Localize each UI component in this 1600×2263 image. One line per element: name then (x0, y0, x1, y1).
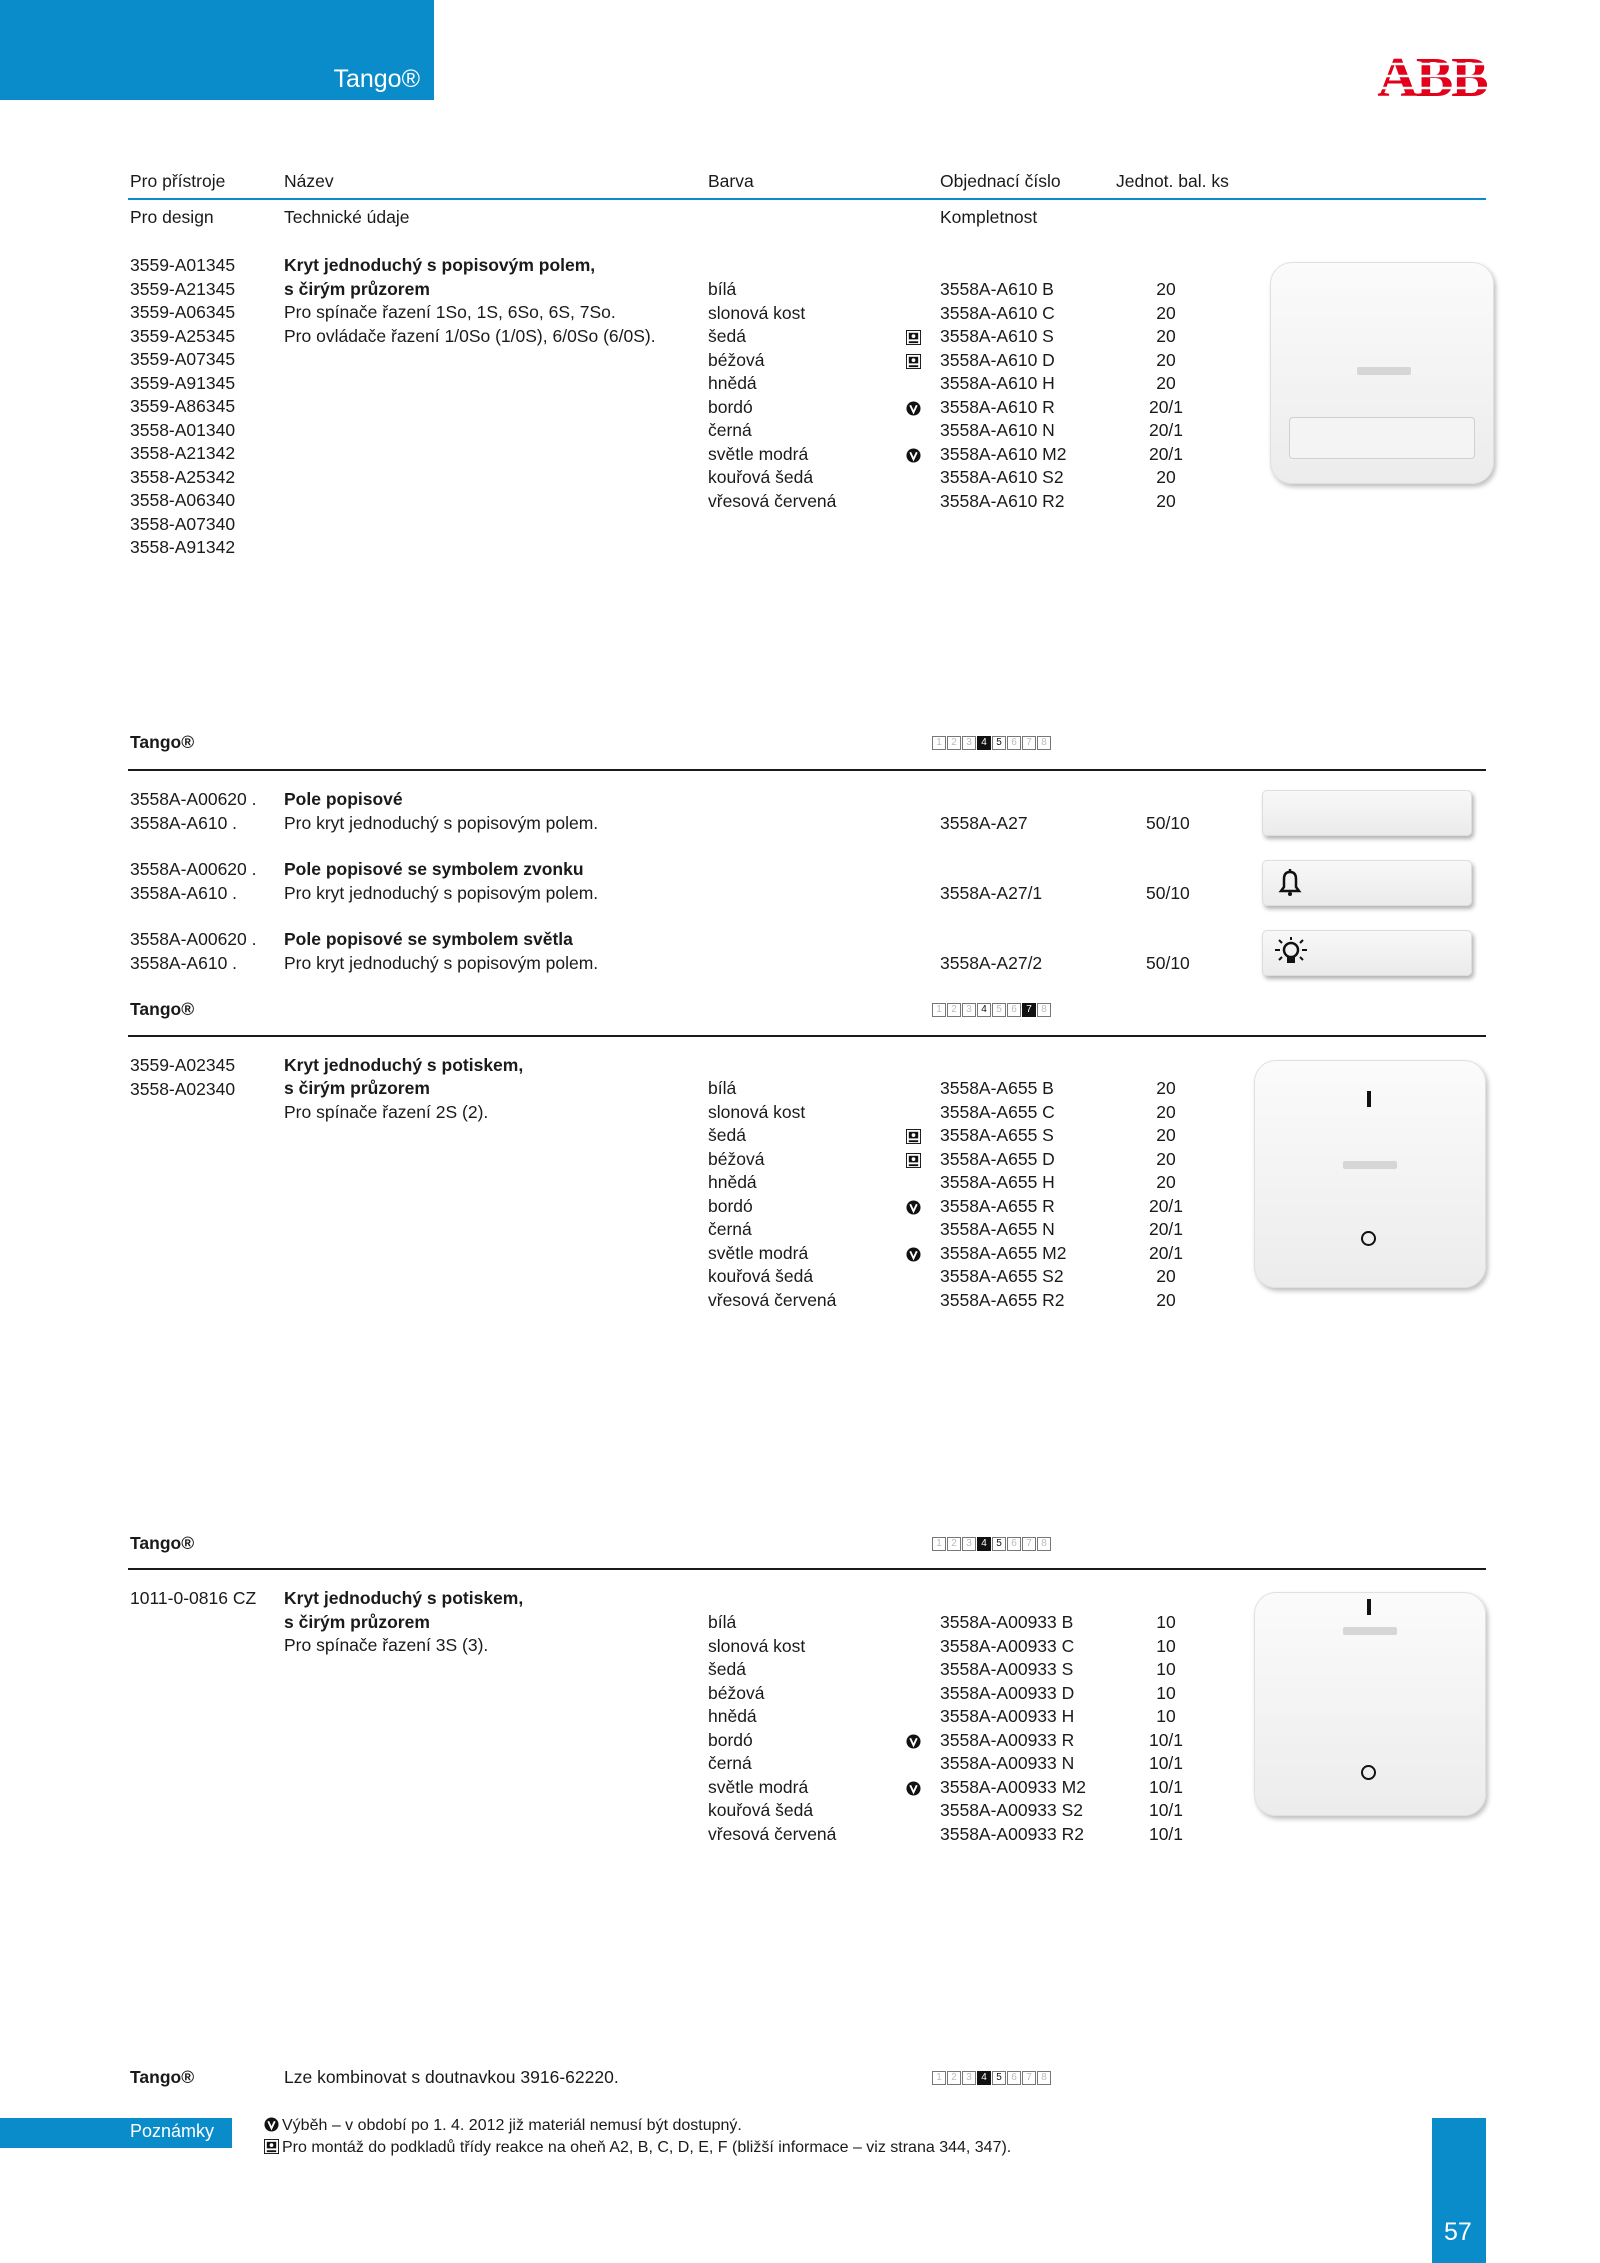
pack-qty: 10/1 (1148, 1753, 1184, 1773)
color-name: bílá (708, 279, 737, 299)
order-code: 3558A-A00933 R (940, 1729, 1075, 1750)
device-number: 3558-A25342 (130, 466, 236, 487)
order-code: 3558A-A610 S2 (940, 467, 1064, 487)
discontinued-icon (906, 1781, 921, 1796)
selector-cell: 3 (962, 1537, 976, 1551)
selector-cell: 3 (962, 736, 976, 750)
device-number: 3558A-A610 . (130, 812, 238, 833)
s3-tech: Pro spínače řazení 2S (2). (284, 1102, 489, 1122)
order-code: 3558A-A610 B (940, 279, 1054, 299)
selector-cell: 8 (1037, 1003, 1051, 1017)
color-name: béžová (708, 349, 765, 370)
selector-cell: 2 (947, 736, 961, 750)
order-code: 3558A-A00933 S (940, 1659, 1074, 1679)
color-name: vřesová červená (708, 1823, 837, 1844)
pack-qty: 20/1 (1148, 420, 1184, 440)
brand-tab (0, 0, 434, 100)
selector-cell: 2 (947, 1003, 961, 1017)
selector-cell: 6 (1007, 1537, 1021, 1551)
order-code: 3558A-A610 R2 (940, 490, 1065, 511)
order-code: 3558A-A27/2 (940, 952, 1043, 973)
selector-cell: 8 (1037, 2071, 1051, 2085)
order-code: 3558A-A00933 R2 (940, 1823, 1084, 1844)
device-number: 3559-A06345 (130, 302, 236, 322)
product-cover-label-field (1270, 262, 1494, 484)
selector-cell: 5 (992, 736, 1006, 750)
discontinued-marker (906, 1730, 924, 1754)
order-code: 3558A-A610 M2 (940, 443, 1067, 464)
order-code: 3558A-A655 N (940, 1219, 1055, 1239)
selector-cell: 7 (1022, 1003, 1036, 1017)
s1-tech: Pro spínače řazení 1So, 1S, 6So, 6S, 7So. (284, 302, 616, 322)
notes-label: Poznámky (130, 2121, 215, 2141)
discontinued-icon (906, 1734, 921, 1749)
color-name: vřesová červená (708, 490, 837, 511)
discontinued-icon (906, 401, 921, 416)
selector-cell: 1 (932, 1003, 946, 1017)
order-code: 3558A-A27 (940, 812, 1028, 833)
s3-title-2: s čirým průzorem (284, 1078, 430, 1098)
color-name: kouřová šedá (708, 467, 814, 487)
page-number-box (1432, 2118, 1486, 2263)
pack-qty: 20/1 (1148, 443, 1184, 464)
selector-cell: 4 (977, 736, 991, 750)
order-code: 3558A-A00933 B (940, 1612, 1074, 1632)
fire-class-marker (906, 350, 924, 374)
fire-class-marker (906, 326, 924, 350)
selector-cell: 1 (932, 2071, 946, 2085)
discontinued-icon (264, 2117, 279, 2132)
selector-cell: 2 (947, 1537, 961, 1551)
discontinued-icon (906, 448, 921, 463)
discontinued-marker (906, 1196, 924, 1220)
selector-cell: 5 (992, 1537, 1006, 1551)
order-code: 3558A-A610 C (940, 302, 1055, 323)
selector-cell: 6 (1007, 1003, 1021, 1017)
pack-qty: 10/1 (1148, 1729, 1184, 1750)
s4-footer-note: Lze kombinovat s doutnavkou 3916-62220. (284, 2067, 619, 2087)
color-name: kouřová šedá (708, 1800, 814, 1820)
selector-cell: 4 (977, 2071, 991, 2085)
col-complete: Kompletnost (940, 207, 1038, 227)
color-name: hnědá (708, 1172, 757, 1192)
order-code: 3558A-A610 N (940, 420, 1055, 440)
order-code: 3558A-A610 R (940, 396, 1055, 417)
color-name: hnědá (708, 1706, 757, 1726)
color-name: slonová kost (708, 1635, 806, 1656)
label-field-light (1262, 930, 1472, 976)
selector-cell: 5 (992, 1003, 1006, 1017)
selector-cell: 5 (992, 2071, 1006, 2085)
fire-class-marker (906, 1149, 924, 1173)
abb-logo (1376, 50, 1488, 102)
label-field-bell (1262, 860, 1472, 906)
s1-tech-2: Pro ovládače řazení 1/0So (1/0S), 6/0So (6/0S). (284, 326, 656, 346)
pack-qty: 10/1 (1148, 1776, 1184, 1797)
page-number: 57 (1444, 2218, 1472, 2246)
order-code: 3558A-A610 S (940, 326, 1054, 346)
pack-qty: 20 (1156, 279, 1176, 299)
selector-cell: 3 (962, 1003, 976, 1017)
item-title: Pole popisové (284, 789, 403, 809)
selector-grid (932, 2071, 1052, 2085)
pack-qty: 20 (1156, 1078, 1176, 1098)
pack-qty: 10 (1156, 1706, 1176, 1726)
s2-footer-brand: Tango® (130, 999, 195, 1019)
order-code: 3558A-A655 D (940, 1148, 1055, 1169)
pack-qty: 10 (1156, 1659, 1176, 1679)
order-code: 3558A-A00933 S2 (940, 1800, 1084, 1820)
device-number: 3558-A21342 (130, 443, 236, 463)
s4-title-2: s čirým průzorem (284, 1612, 430, 1632)
color-name: kouřová šedá (708, 1266, 814, 1286)
color-name: bordó (708, 396, 753, 417)
svg-text:ABB: ABB (1377, 50, 1487, 102)
order-code: 3558A-A00933 N (940, 1753, 1075, 1773)
device-number: 3558A-A610 . (130, 952, 238, 973)
order-code: 3558A-A00933 D (940, 1682, 1075, 1703)
color-name: bílá (708, 1612, 737, 1632)
selector-cell: 6 (1007, 2071, 1021, 2085)
color-name: bordó (708, 1195, 753, 1216)
pack-qty: 20 (1156, 302, 1176, 323)
s3-footer-brand: Tango® (130, 1533, 195, 1553)
selector-cell: 8 (1037, 736, 1051, 750)
color-name: světle modrá (708, 443, 809, 464)
pack-qty: 20 (1156, 373, 1176, 393)
col-name: Název (284, 171, 334, 191)
discontinued-marker (906, 1243, 924, 1267)
pack-qty: 10/1 (1148, 1800, 1184, 1820)
order-code: 3558A-A00933 H (940, 1706, 1075, 1726)
order-code: 3558A-A610 D (940, 349, 1055, 370)
device-number: 3559-A07345 (130, 349, 236, 369)
pack-qty: 20 (1156, 349, 1176, 370)
s4-tech: Pro spínače řazení 3S (3). (284, 1635, 489, 1655)
pack-qty: 20 (1156, 1289, 1176, 1310)
order-code: 3558A-A655 R (940, 1195, 1055, 1216)
pack-qty: 50/10 (1146, 952, 1190, 973)
pack-qty: 20/1 (1148, 396, 1184, 417)
color-name: světle modrá (708, 1776, 809, 1797)
discontinued-icon (906, 1247, 921, 1262)
device-number: 3558-A91342 (130, 537, 236, 557)
section-rule (128, 1035, 1486, 1037)
fire-class-icon (906, 1153, 921, 1168)
col-order: Objednací číslo (940, 171, 1061, 191)
color-name: šedá (708, 1659, 746, 1679)
header-rule (128, 198, 1486, 200)
item-tech: Pro kryt jednoduchý s popisovým polem. (284, 882, 599, 903)
pack-qty: 20/1 (1148, 1219, 1184, 1239)
color-name: bílá (708, 1078, 737, 1098)
fire-class-icon (906, 330, 921, 345)
selector-cell: 1 (932, 736, 946, 750)
fire-class-marker (906, 1125, 924, 1149)
selector-cell: 7 (1022, 2071, 1036, 2085)
light-icon (1269, 935, 1313, 971)
color-name: šedá (708, 1125, 746, 1145)
pack-qty: 50/10 (1146, 812, 1190, 833)
order-code: 3558A-A27/1 (940, 882, 1043, 903)
order-code: 3558A-A655 R2 (940, 1289, 1065, 1310)
device-number: 3558A-A00620 . (130, 859, 257, 879)
selector-cell: 2 (947, 2071, 961, 2085)
color-name: béžová (708, 1148, 765, 1169)
pack-qty: 50/10 (1146, 882, 1190, 903)
selector-cell: 4 (977, 1537, 991, 1551)
s4-title: Kryt jednoduchý s potiskem, (284, 1588, 524, 1608)
order-code: 3558A-A655 C (940, 1101, 1055, 1122)
col-tech: Technické údaje (284, 207, 410, 227)
device-number: 3558A-A00620 . (130, 929, 257, 949)
bell-icon (1273, 867, 1307, 899)
order-code: 3558A-A655 M2 (940, 1242, 1067, 1263)
label-field-plain (1262, 790, 1472, 836)
color-name: černá (708, 1219, 752, 1239)
s4-footer-brand: Tango® (130, 2067, 195, 2087)
color-name: bordó (708, 1729, 753, 1750)
pack-qty: 20 (1156, 1172, 1176, 1192)
order-code: 3558A-A655 S (940, 1125, 1054, 1145)
device-number: 3559-A01345 (130, 255, 236, 275)
color-name: černá (708, 1753, 752, 1773)
discontinued-marker (906, 397, 924, 421)
selector-cell: 3 (962, 2071, 976, 2085)
device-number: 3558-A07340 (130, 513, 236, 534)
pack-qty: 20 (1156, 490, 1176, 511)
color-name: béžová (708, 1682, 765, 1703)
device-number: 3559-A02345 (130, 1055, 236, 1075)
pack-qty: 10 (1156, 1612, 1176, 1632)
order-code: 3558A-A655 B (940, 1078, 1054, 1098)
pack-qty: 20 (1156, 326, 1176, 346)
discontinued-marker (906, 1777, 924, 1801)
device-number: 3559-A25345 (130, 325, 236, 346)
col-design: Pro design (130, 207, 214, 227)
order-code: 3558A-A655 S2 (940, 1266, 1064, 1286)
pack-qty: 20 (1156, 1148, 1176, 1169)
pack-qty: 20/1 (1148, 1242, 1184, 1263)
discontinued-icon (906, 1200, 921, 1215)
item-tech: Pro kryt jednoduchý s popisovým polem. (284, 952, 599, 973)
color-name: slonová kost (708, 302, 806, 323)
pack-qty: 20 (1156, 1266, 1176, 1286)
brand-title: Tango® (333, 65, 420, 93)
s3-title: Kryt jednoduchý s potiskem, (284, 1055, 524, 1075)
item-tech: Pro kryt jednoduchý s popisovým polem. (284, 812, 599, 833)
selector-cell: 7 (1022, 1537, 1036, 1551)
color-name: hnědá (708, 373, 757, 393)
fire-class-icon (906, 354, 921, 369)
pack-qty: 20 (1156, 467, 1176, 487)
selector-cell: 7 (1022, 736, 1036, 750)
fire-class-icon (906, 1129, 921, 1144)
device-number: 3558-A01340 (130, 419, 236, 440)
section-rule (128, 1568, 1486, 1570)
pack-qty: 10/1 (1148, 1823, 1184, 1844)
selector-cell: 4 (977, 1003, 991, 1017)
col-pack: Jednot. bal. ks (1116, 171, 1229, 191)
fire-class-icon (264, 2139, 279, 2154)
note-1: Výběh – v období po 1. 4. 2012 již materiál nemusí být dostupný. (264, 2114, 742, 2138)
pack-qty: 10 (1156, 1635, 1176, 1656)
product-cover-print-2s (1254, 1060, 1486, 1288)
s1-title: Kryt jednoduchý s popisovým polem, (284, 255, 596, 275)
selector-cell: 8 (1037, 1537, 1051, 1551)
color-name: slonová kost (708, 1101, 806, 1122)
section-rule (128, 769, 1486, 771)
selector-cell: 6 (1007, 736, 1021, 750)
discontinued-marker (906, 444, 924, 468)
selector-cell: 1 (932, 1537, 946, 1551)
product-cover-print-3s (1254, 1592, 1486, 1816)
s1-title-2: s čirým průzorem (284, 279, 430, 299)
note-2: Pro montáž do podkladů třídy reakce na oheň A2, B, C, D, E, F (bližší informace – viz strana 344, 347). (264, 2136, 1011, 2160)
device-number: 3559-A86345 (130, 396, 236, 416)
order-code: 3558A-A00933 C (940, 1635, 1075, 1656)
s1-footer-brand: Tango® (130, 732, 195, 752)
selector-grid (932, 736, 1052, 750)
notes-tab (0, 2118, 232, 2148)
pack-qty: 20 (1156, 1101, 1176, 1122)
color-name: černá (708, 420, 752, 440)
color-name: vřesová červená (708, 1289, 837, 1310)
pack-qty: 20 (1156, 1125, 1176, 1145)
pack-qty: 20/1 (1148, 1195, 1184, 1216)
color-name: šedá (708, 326, 746, 346)
order-code: 3558A-A00933 M2 (940, 1776, 1086, 1797)
selector-grid (932, 1537, 1052, 1551)
order-code: 3558A-A610 H (940, 373, 1055, 393)
device-number: 3559-A91345 (130, 372, 236, 393)
col-color: Barva (708, 171, 754, 191)
selector-grid (932, 1003, 1052, 1017)
device-number: 3558A-A610 . (130, 882, 238, 903)
item-title: Pole popisové se symbolem zvonku (284, 859, 584, 879)
device-number: 3558A-A00620 . (130, 789, 257, 809)
color-name: světle modrá (708, 1242, 809, 1263)
device-number: 3558-A02340 (130, 1078, 236, 1099)
col-devices: Pro přístroje (130, 171, 226, 191)
device-number: 3558-A06340 (130, 490, 236, 510)
pack-qty: 10 (1156, 1682, 1176, 1703)
item-title: Pole popisové se symbolem světla (284, 929, 573, 949)
device-number: 3559-A21345 (130, 278, 236, 299)
device-number: 1011-0-0816 CZ (130, 1588, 257, 1608)
order-code: 3558A-A655 H (940, 1172, 1055, 1192)
